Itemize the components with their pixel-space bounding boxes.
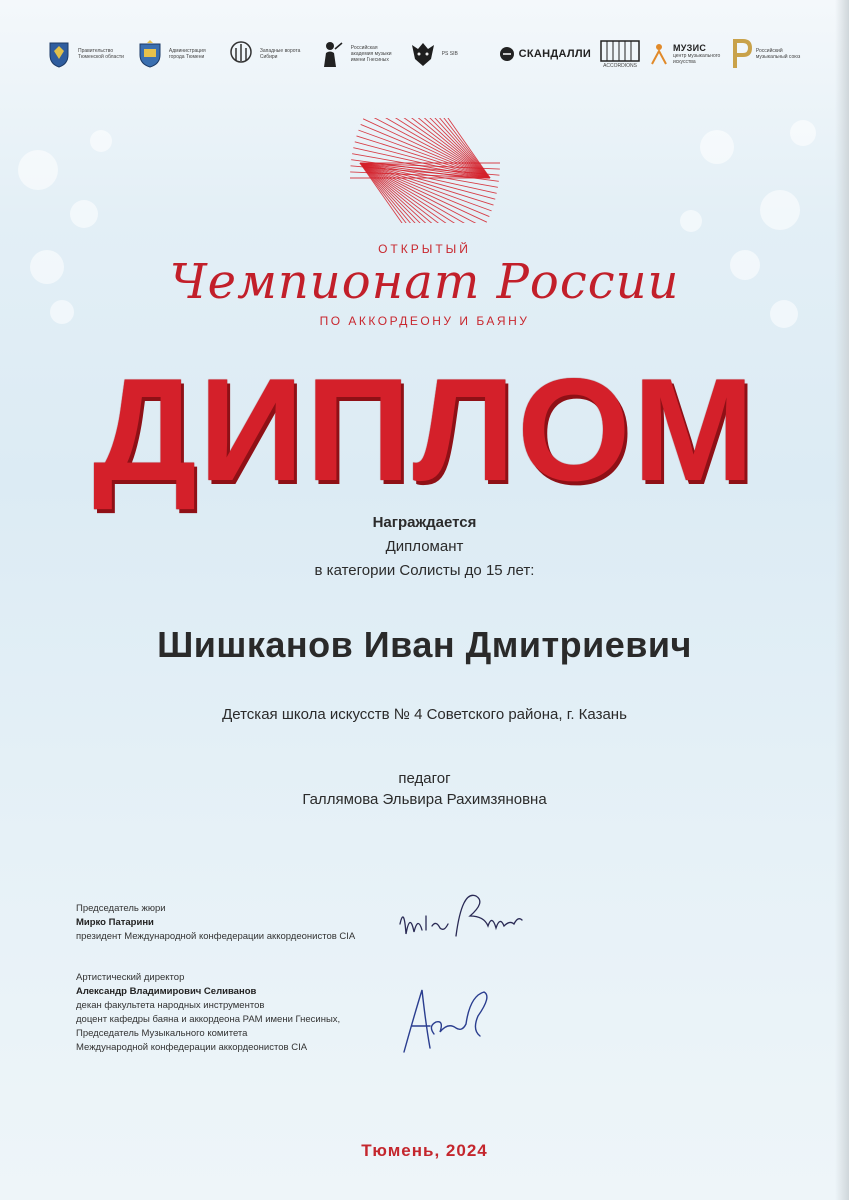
coat-of-arms-icon	[44, 39, 74, 69]
sponsor-caption: центр музыкального искусства	[672, 53, 721, 65]
artistic-director-block	[76, 971, 340, 1055]
sponsor-scandalli	[499, 46, 592, 62]
bokeh-light	[90, 130, 112, 152]
diploma-heading: ДИПЛОМ	[92, 348, 757, 511]
sponsor-muzis	[649, 42, 721, 66]
teacher-name: Галлямова Эльвира Рахимзяновна	[302, 791, 547, 808]
sponsor-caption: Западные ворота Сибири	[259, 48, 301, 60]
sponsor-accordions	[600, 39, 640, 69]
jury-signature	[396, 886, 526, 948]
musician-silhouette-icon	[317, 39, 347, 69]
director-line: Международной конфедерации аккордеонистов CIA	[76, 1042, 308, 1053]
music-union-logo-icon	[730, 38, 752, 70]
director-name: Александр Владимирович Селиванов	[76, 986, 257, 997]
sponsor-caption: PS SIB	[441, 51, 458, 57]
awarded-label: Награждается	[372, 514, 477, 531]
bokeh-light	[70, 200, 98, 228]
muzis-figure-icon	[649, 42, 669, 66]
sponsor-wordmark: СКАНДАЛЛИ	[518, 48, 592, 60]
championship-title: Чемпионат России	[169, 254, 680, 310]
sponsor-caption: Администрация города Тюмени	[168, 48, 206, 60]
director-signature	[400, 986, 500, 1058]
wolf-head-icon	[408, 39, 438, 69]
jury-chair-block	[76, 902, 355, 944]
bokeh-light	[18, 150, 58, 190]
fan-emblem-icon	[340, 118, 510, 223]
sponsor-ps-sib	[408, 39, 490, 69]
bokeh-light	[680, 210, 702, 232]
sponsor-gnesin-academy	[317, 39, 399, 69]
sponsor-tyumen-city	[135, 39, 217, 69]
jury-position: президент Международной конфедерации аккордеонистов CIA	[76, 931, 356, 942]
director-role: Артистический директор	[76, 972, 185, 983]
sponsor-tyumen-region	[44, 39, 126, 69]
championship-subtitle: ПО АККОРДЕОНУ И БАЯНУ	[319, 314, 530, 328]
gate-logo-icon	[226, 39, 256, 69]
jury-role: Председатель жюри	[76, 903, 166, 914]
championship-prefix: ОТКРЫТЫЙ	[378, 242, 471, 256]
bokeh-light	[760, 190, 800, 230]
school-name: Детская школа искусств № 4 Советского района, г. Казань	[222, 706, 627, 723]
bokeh-light	[700, 130, 734, 164]
scan-edge-shadow	[835, 0, 849, 1200]
award-category: в категории Солисты до 15 лет:	[314, 562, 535, 579]
sponsor-caption: ACCORDIONS	[603, 63, 637, 69]
director-line: Председатель Музыкального комитета	[76, 1028, 248, 1039]
jury-name: Мирко Патарини	[76, 917, 154, 928]
coat-of-arms-icon	[135, 39, 165, 69]
teacher-role: педагог	[398, 770, 451, 787]
sponsor-caption: Российская академия музыки имени Гнесиных	[350, 45, 392, 63]
sponsor-western-gate	[226, 39, 308, 69]
recipient-name: Шишканов Иван Дмитриевич	[157, 624, 692, 665]
bokeh-light	[790, 120, 816, 146]
accordion-icon	[600, 39, 640, 63]
scandalli-emblem-icon	[499, 46, 515, 62]
sponsor-logos-row	[44, 34, 804, 74]
director-line: декан факультета народных инструментов	[76, 1000, 265, 1011]
sponsor-caption: Правительство Тюменской области	[78, 48, 124, 60]
city-and-year: Тюмень, 2024	[361, 1141, 488, 1160]
director-line: доцент кафедры баяна и аккордеона РАМ имени Гнесиных,	[76, 1014, 341, 1025]
sponsor-music-union	[730, 38, 804, 70]
award-status: Дипломант	[385, 538, 464, 555]
sponsor-wordmark: МУЗИС	[672, 43, 707, 53]
sponsor-caption: Российский музыкальный союз	[755, 48, 801, 60]
